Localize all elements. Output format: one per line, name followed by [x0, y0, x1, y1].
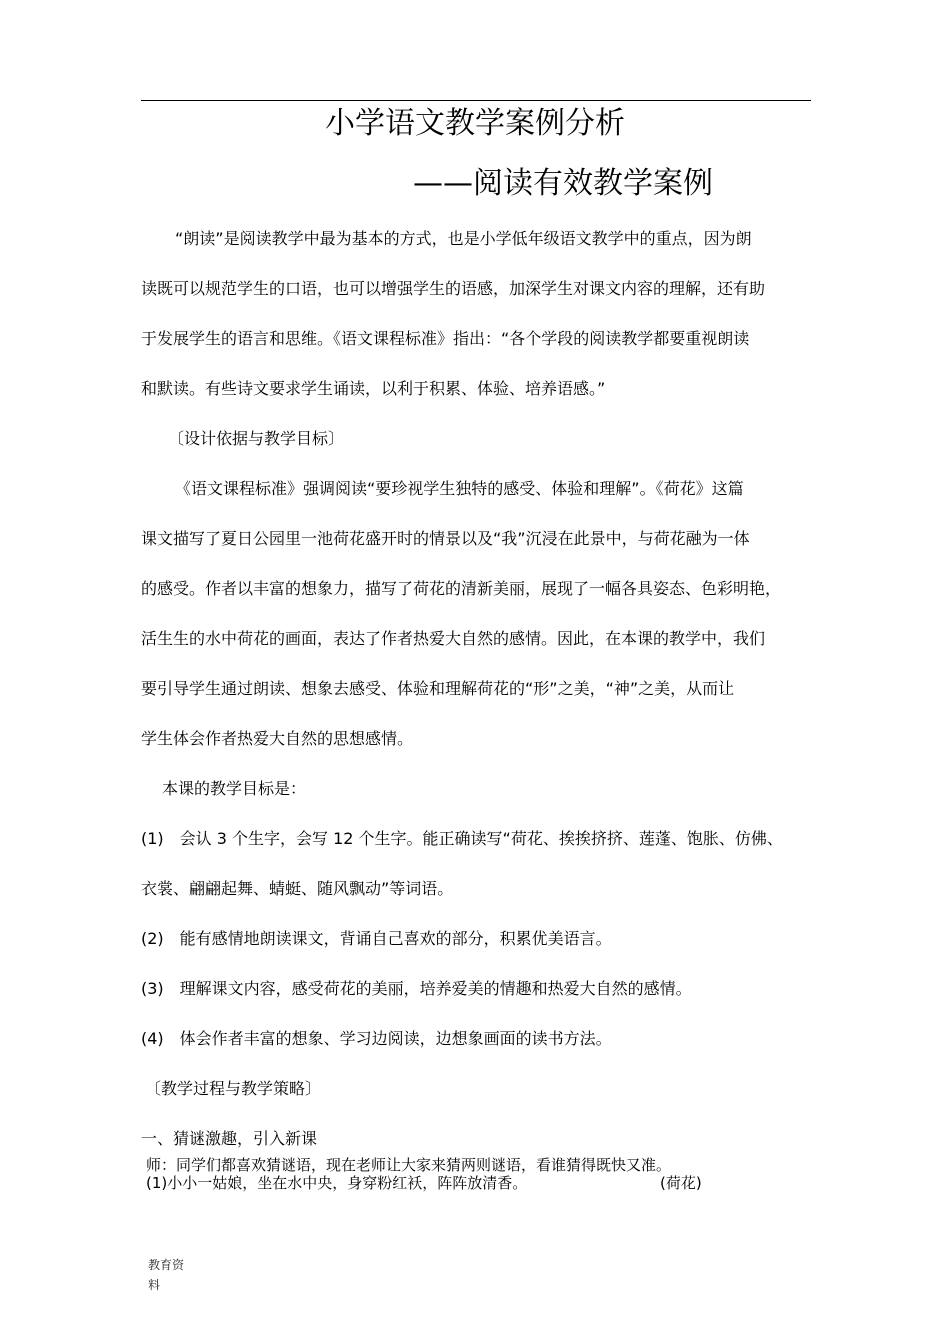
intro-line-3: 于发展学生的语言和思维。《语文课程标准》指出：“各个学段的阅读教学都要重视朗读: [141, 329, 750, 348]
goal-item-2: (2) 能有感情地朗读课文，背诵自己喜欢的部分，积累优美语言。: [141, 929, 612, 948]
teacher-line: 师：同学们都喜欢猜谜语，现在老师让大家来猜两则谜语，看谁猜得既快又准。: [146, 1156, 672, 1174]
design-line-2: 课文描写了夏日公园里一池荷花盛开时的情景以及“我”沉浸在此景中，与荷花融为一体: [141, 529, 750, 548]
design-line-3: 的感受。作者以丰富的想象力，描写了荷花的清新美丽，展现了一幅各具姿态、色彩明艳，: [141, 579, 782, 598]
document-title: 小学语文教学案例分析: [325, 106, 625, 141]
step-one-heading: 一、猜谜激趣，引入新课: [141, 1129, 318, 1148]
section-heading-design: 〔设计依据与教学目标〕: [168, 429, 345, 448]
footer-line-1: 教育资: [148, 1258, 185, 1272]
document-subtitle: ——阅读有效教学案例: [413, 166, 713, 201]
header-rule: [141, 100, 811, 101]
goals-intro: 本课的教学目标是：: [162, 779, 307, 798]
intro-line-1: “朗读”是阅读教学中最为基本的方式，也是小学低年级语文教学中的重点，因为朗: [175, 229, 752, 248]
goal-item-4: (4) 体会作者丰富的想象、学习边阅读，边想象画面的读书方法。: [141, 1029, 612, 1048]
design-line-6: 学生体会作者热爱大自然的思想感情。: [141, 729, 414, 748]
goal-item-1-continued: 衣裳、翩翩起舞、蜻蜓、随风飘动”等词语。: [141, 879, 454, 898]
intro-line-2: 读既可以规范学生的口语，也可以增强学生的语感，加深学生对课文内容的理解，还有助: [141, 279, 766, 298]
page-footer: [148, 1255, 208, 1295]
footer-line-2: 料: [148, 1278, 161, 1292]
design-line-5: 要引导学生通过朗读、想象去感受、体验和理解荷花的“形”之美，“神”之美，从而让: [141, 679, 735, 698]
intro-line-4: 和默读。有些诗文要求学生诵读，以利于积累、体验、培养语感。”: [141, 379, 606, 398]
section-heading-process: 〔教学过程与教学策略〕: [145, 1079, 322, 1098]
goal-item-3: (3) 理解课文内容，感受荷花的美丽，培养爱美的情趣和热爱大自然的感情。: [141, 979, 692, 998]
goal-item-1: (1) 会认 3 个生字，会写 12 个生字。能正确读写“荷花、挨挨挤挤、莲蓬、饱胀、仿佛、: [141, 829, 783, 848]
riddle-one-answer: (荷花): [660, 1174, 702, 1192]
design-line-4: 活生生的水中荷花的画面，表达了作者热爱大自然的感情。因此，在本课的教学中，我们: [141, 629, 766, 648]
riddle-one: (1)小小一姑娘，坐在水中央，身穿粉红袄，阵阵放清香。: [146, 1174, 528, 1192]
design-line-1: 《语文课程标准》强调阅读“要珍视学生独特的感受、体验和理解”。《荷花》这篇: [175, 479, 744, 498]
